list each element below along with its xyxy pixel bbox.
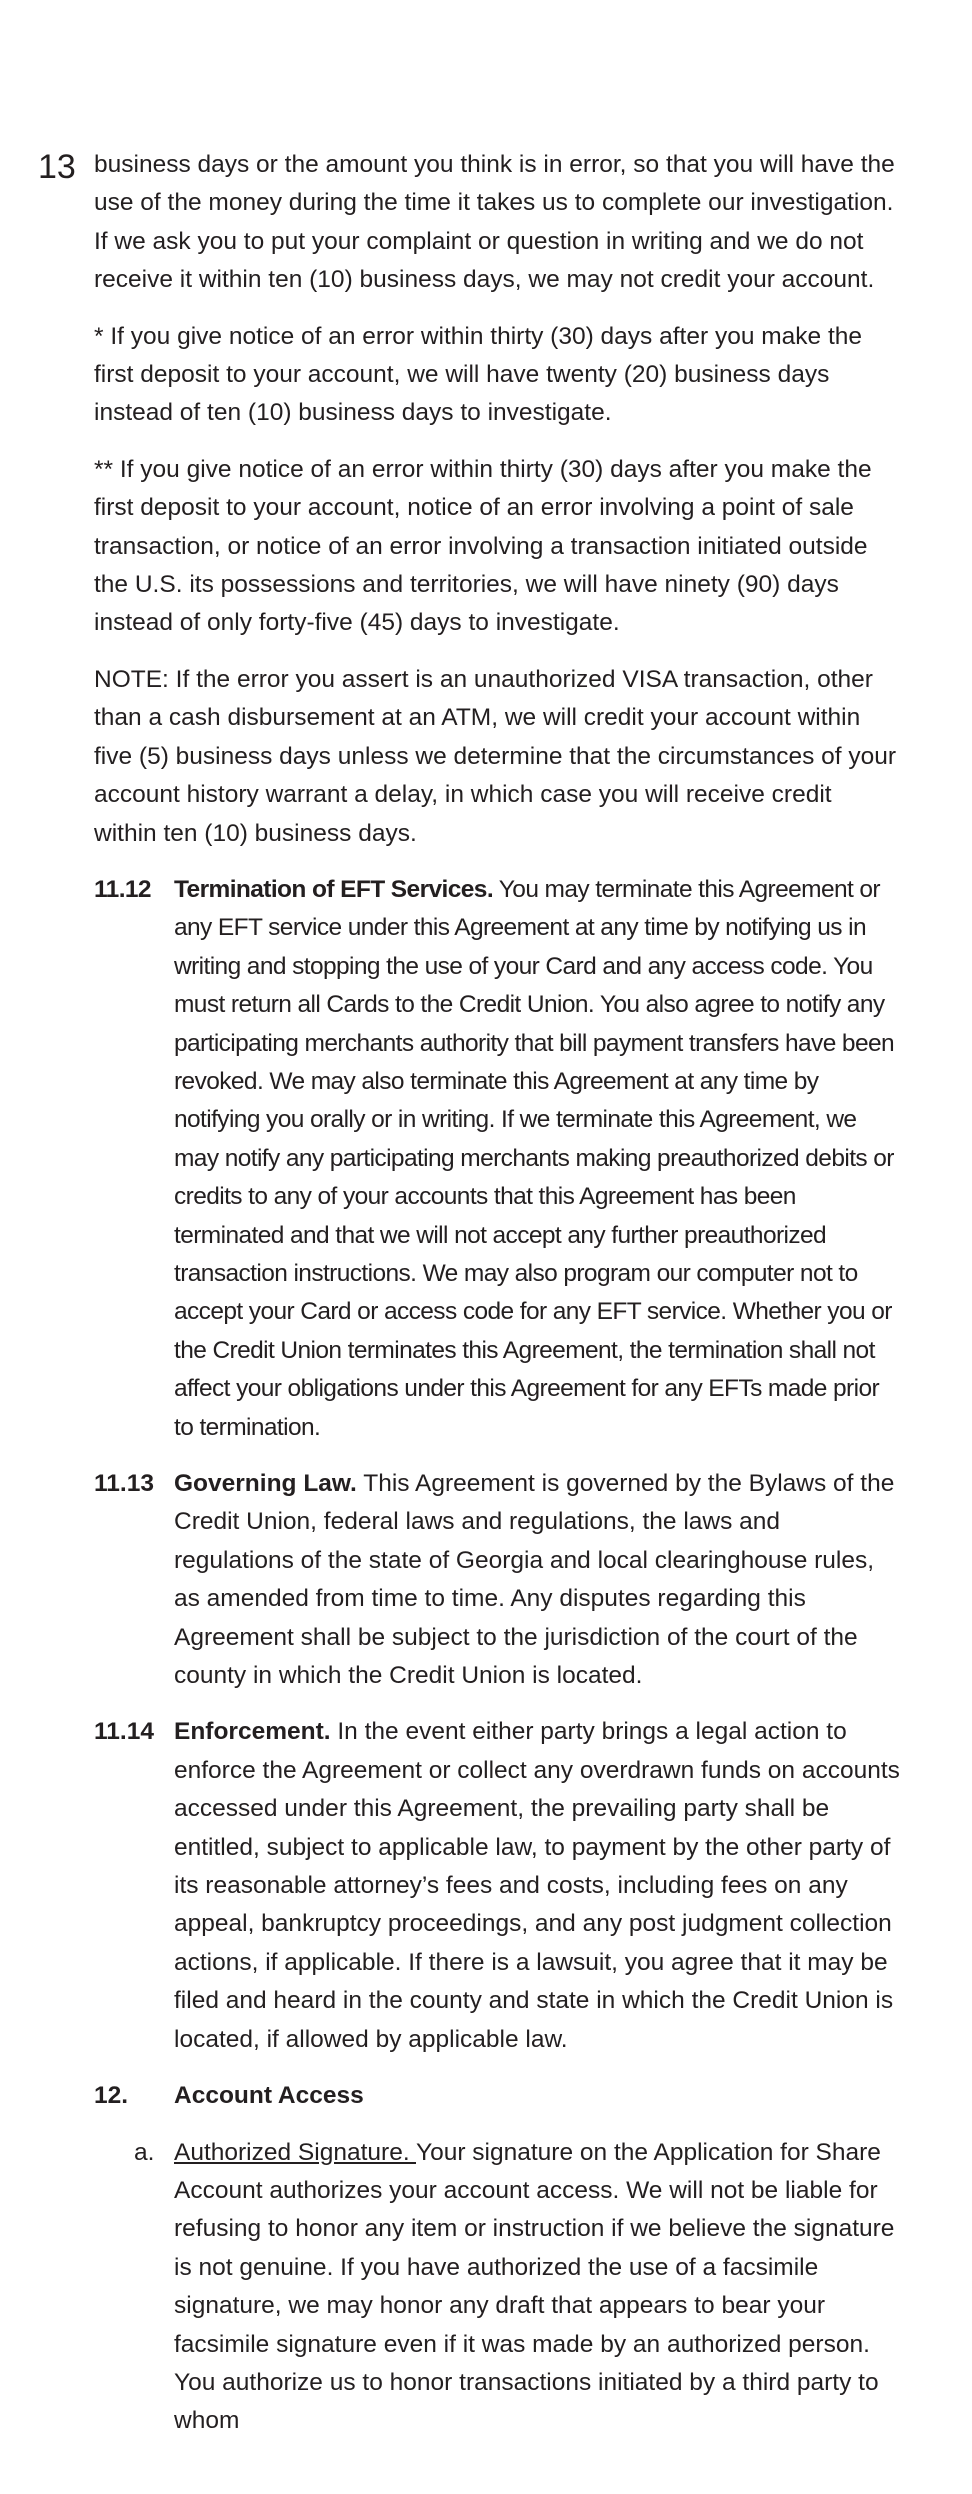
subsection-text: Your signature on the Application for Share Account authorizes your account access. We will not be liable for refusing to honor any item or instruction if we believe the signature is not genuine. If you have authorized the use of a facsimile signature, we may honor any draft that appears to bear your facsimile signature even if it was made by an authorized person. You authorize us to honor transactions initiated by a third party to whom	[174, 2138, 895, 2435]
section-body	[174, 1713, 900, 2059]
section-number: 11.14	[94, 1718, 154, 1746]
section-heading: Termination of EFT Services.	[174, 875, 494, 903]
section-11-13	[94, 1465, 900, 1695]
section-number: 12.	[94, 2082, 129, 2110]
subsection-heading: Authorized Signature.	[174, 2138, 416, 2166]
section-11-12	[94, 871, 900, 1447]
note-star-paragraph: * If you give notice of an error within thirty (30) days after you make the first deposit to your account, we will have twenty (20) business days instead of ten (10) business days to investigate.	[94, 322, 863, 427]
section-text: In the event either party brings a legal action to enforce the Agreement or collect any overdrawn funds on accounts accessed under this Agreement, the prevailing party shall be entitled, subject to applicable law, to payment by the other party of its reasonable attorney’s fees and costs, including fees on any appeal, bankruptcy proceedings, and any post judgment collection actions, if applicable. If there is a lawsuit, you agree that it may be filed and heard in the county and state in which the Credit Union is located, if allowed by applicable law.	[174, 1718, 900, 2053]
document-body	[94, 146, 900, 2459]
note-visa-paragraph: NOTE: If the error you assert is an unauthorized VISA transaction, other than a cash disbursement at an ATM, we will credit your account within five (5) business days unless we determine that the circumstances of your account history warrant a delay, in which case you will receive credit within ten (10) business days.	[94, 665, 897, 847]
subsection-body	[174, 2134, 900, 2441]
section-number: 11.12	[94, 875, 151, 903]
note-double-star-paragraph: ** If you give notice of an error within thirty (30) days after you make the first deposit to your account, notice of an error involving a point of sale transaction, or notice of an error involving a transaction initiated outside the U.S. its possessions and territories, we will have ninety (90) days instead of only forty-five (45) days to investigate.	[94, 455, 872, 637]
section-body	[174, 1465, 900, 1695]
section-text: This Agreement is governed by the Bylaws of the Credit Union, federal laws and regulations, the laws and regulations of the state of Georgia and local clearinghouse rules, as amended from time to time. Any disputes regarding this Agreement shall be subject to the jurisdiction of the court of the county in which the Credit Union is located.	[174, 1470, 895, 1690]
section-heading: Governing Law.	[174, 1470, 357, 1497]
section-heading: Enforcement.	[174, 1718, 331, 1746]
section-heading: Account Access	[174, 2082, 364, 2110]
subsection-letter: a.	[134, 2138, 155, 2166]
section-text: You may terminate this Agreement or any EFT service under this Agreement at any time by notifying us in writing and stopping the use of your Card and any access code. You must return all Cards to the Credit Union. You also agree to notify any participating merchants authority that bill payment transfers have been revoked. We may also terminate this Agreement at any time by notifying you orally or in writing. If we terminate this Agreement, we may notify any participating merchants making preauthorized debits or credits to any of your accounts that this Agreement has been terminated and that we will not accept any further preauthorized transaction instructions. We may also program our computer not to accept your Card or access code for any EFT service. Whether you or the Credit Union terminates this Agreement, the termination shall not affect your obligations under this Agreement for any EFTs made prior to termination.	[174, 875, 895, 1441]
page-number: 13	[38, 148, 76, 186]
section-11-14	[94, 1713, 900, 2059]
section-number: 11.13	[94, 1470, 154, 1497]
section-12	[94, 2077, 900, 2115]
section-body	[174, 871, 900, 1447]
subsection-a	[94, 2134, 900, 2441]
continuation-paragraph: business days or the amount you think is in error, so that you will have the use of the money during the time it takes us to complete our investigation. If we ask you to put your complaint or question in writing and we do not receive it within ten (10) business days, we may not credit your account.	[94, 151, 895, 294]
